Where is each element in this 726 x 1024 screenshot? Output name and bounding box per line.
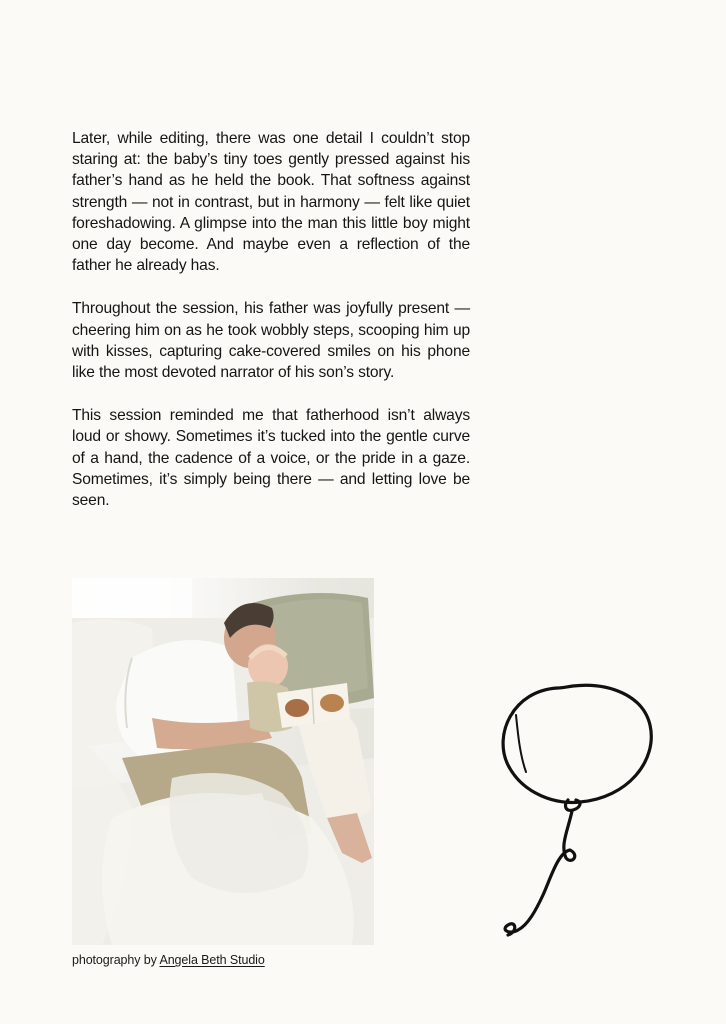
paragraph-3: This session reminded me that fatherhood isn’t always loud or showy. Sometimes it’s tucked into the gentle curve of a hand, the cadence of a voice, or the pride in a gaze. Sometimes, it’s simply being there — and letting love be seen. [72,407,470,510]
photo-credit [72,953,265,967]
paragraph-1: Later, while editing, there was one detail I couldn’t stop staring at: the baby’s tiny toes gently pressed against his father’s hand as he held the book. That softness against strength — not in contrast, but in harmony — felt like quiet foreshadowing. A glimpse into the man this little boy might one day become. And maybe even a reflection of the father he already has. [72,130,470,275]
credit-link[interactable]: Angela Beth Studio [159,953,265,967]
paragraph-2: Throughout the session, his father was joyfully present — cheering him on as he took wobbly steps, scooping him up with kisses, capturing cake-covered smiles on his phone like the most devoted narrator of his son’s story. [72,300,470,382]
father-baby-photo [72,578,374,945]
article-body [72,128,470,533]
caption-prefix: photography by [72,953,157,967]
balloon-icon [488,680,668,945]
